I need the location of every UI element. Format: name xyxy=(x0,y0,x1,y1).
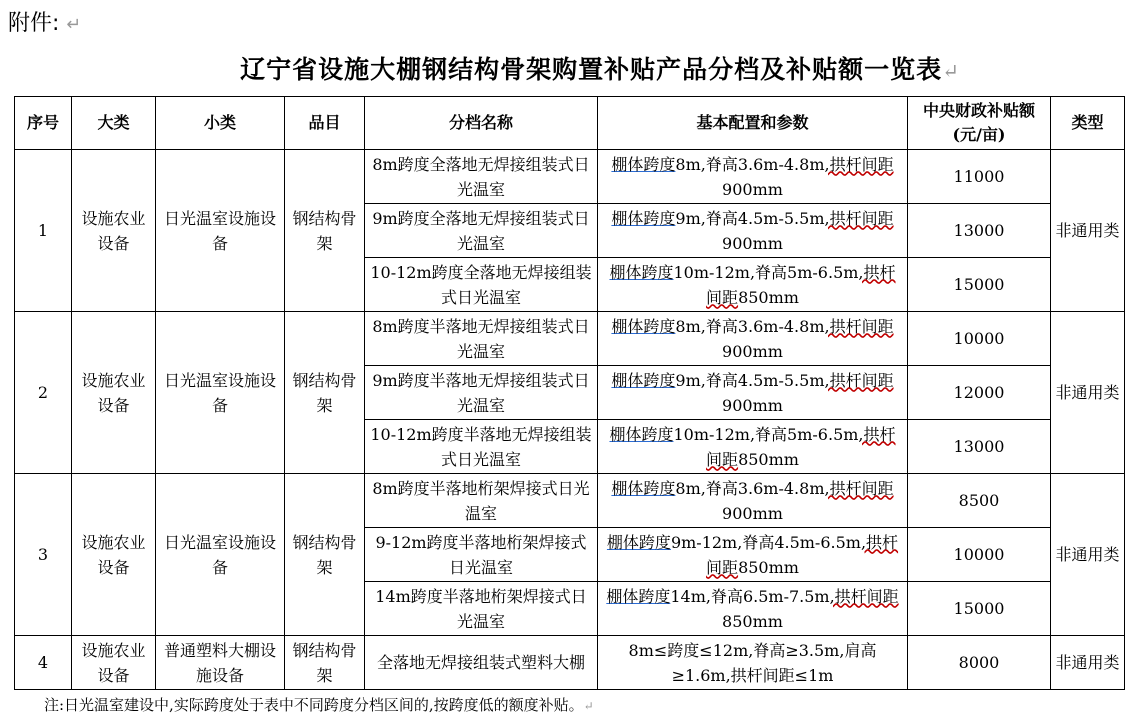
config-prefix: 棚体跨度 xyxy=(609,424,674,444)
config-spacing: 900mm xyxy=(722,503,783,523)
tier-cell: 9m跨度全落地无焊接组装式日光温室 xyxy=(365,204,598,258)
config-cell xyxy=(598,312,908,366)
tier-cell: 8m跨度全落地无焊接组装式日光温室 xyxy=(365,150,598,204)
item-cell: 钢结构骨架 xyxy=(285,150,365,312)
tier-cell: 全落地无焊接组装式塑料大棚 xyxy=(365,636,598,690)
subsidy-table xyxy=(14,96,1125,690)
config-spacing: 900mm xyxy=(722,179,783,199)
table-row xyxy=(15,312,1125,366)
footnote: 注:日光温室建设中,实际跨度处于表中不同跨度分档区间的,按跨度低的额度补贴。↵ xyxy=(44,696,594,714)
major-cell: 设施农业设备 xyxy=(72,636,156,690)
header-seq: 序号 xyxy=(15,97,72,150)
config-prefix: 棚体跨度 xyxy=(611,370,676,390)
type-cell: 非通用类 xyxy=(1051,636,1125,690)
subsidy-cell: 13000 xyxy=(908,204,1051,258)
config-span: 9m,脊高4.5m-5.5m xyxy=(675,370,825,390)
config-prefix: 棚体跨度 xyxy=(611,316,676,336)
item-cell: 钢结构骨架 xyxy=(285,312,365,474)
minor-cell: 日光温室设施设备 xyxy=(156,474,285,636)
config-spacing-label: ,拱杆间距 xyxy=(829,586,899,606)
config-prefix: 棚体跨度 xyxy=(609,262,674,282)
tier-cell: 8m跨度半落地无焊接组装式日光温室 xyxy=(365,312,598,366)
seq-cell: 4 xyxy=(15,636,72,690)
tier-cell: 10-12m跨度全落地无焊接组装式日光温室 xyxy=(365,258,598,312)
config-cell xyxy=(598,258,908,312)
config-prefix: 棚体跨度 xyxy=(611,208,676,228)
config-cell: 8m≤跨度≤12m,脊高≥3.5m,肩高≥1.6m,拱杆间距≤1m xyxy=(598,636,908,690)
config-cell xyxy=(598,474,908,528)
config-cell xyxy=(598,204,908,258)
minor-cell: 日光温室设施设备 xyxy=(156,312,285,474)
header-major: 大类 xyxy=(72,97,156,150)
config-span: 8m,脊高3.6m-4.8m xyxy=(675,154,825,174)
config-cell xyxy=(598,366,908,420)
seq-cell: 2 xyxy=(15,312,72,474)
config-cell xyxy=(598,150,908,204)
subsidy-cell: 10000 xyxy=(908,312,1051,366)
table-row xyxy=(15,636,1125,690)
header-type: 类型 xyxy=(1051,97,1125,150)
config-spacing: 900mm xyxy=(722,233,783,253)
config-spacing: 850mm xyxy=(738,287,799,307)
tier-cell: 14m跨度半落地桁架焊接式日光温室 xyxy=(365,582,598,636)
tier-cell: 9-12m跨度半落地桁架焊接式日光温室 xyxy=(365,528,598,582)
config-span: 10m-12m,脊高5m-6.5m xyxy=(673,424,859,444)
attachment-label: 附件: ↵ xyxy=(8,11,82,36)
config-cell xyxy=(598,582,908,636)
header-tier: 分档名称 xyxy=(365,97,598,150)
config-spacing: 850mm xyxy=(738,557,799,577)
config-span: 8m,脊高3.6m-4.8m xyxy=(675,478,825,498)
config-spacing: 900mm xyxy=(722,341,783,361)
subsidy-cell: 12000 xyxy=(908,366,1051,420)
tier-cell: 9m跨度半落地无焊接组装式日光温室 xyxy=(365,366,598,420)
subsidy-cell: 8500 xyxy=(908,474,1051,528)
major-cell: 设施农业设备 xyxy=(72,150,156,312)
subsidy-cell: 10000 xyxy=(908,528,1051,582)
tier-cell: 10-12m跨度半落地无焊接组装式日光温室 xyxy=(365,420,598,474)
type-cell: 非通用类 xyxy=(1051,312,1125,474)
config-span: 10m-12m,脊高5m-6.5m xyxy=(673,262,859,282)
config-prefix: 棚体跨度 xyxy=(606,586,671,606)
config-spacing-label: ,拱杆间距 xyxy=(706,424,896,469)
header-item: 品目 xyxy=(285,97,365,150)
config-spacing-label: ,拱杆间距 xyxy=(706,532,899,577)
header-subsidy: 中央财政补贴额(元/亩) xyxy=(908,97,1051,150)
config-spacing-label: ,拱杆间距 xyxy=(824,154,894,174)
config-spacing: 850mm xyxy=(738,449,799,469)
major-cell: 设施农业设备 xyxy=(72,474,156,636)
config-spacing: 900mm xyxy=(722,395,783,415)
seq-cell: 1 xyxy=(15,150,72,312)
config-span: 9m-12m,脊高4.5m-6.5m xyxy=(670,532,861,552)
seq-cell: 3 xyxy=(15,474,72,636)
config-cell xyxy=(598,420,908,474)
config-spacing-label: ,拱杆间距 xyxy=(824,370,894,390)
config-prefix: 棚体跨度 xyxy=(611,478,676,498)
config-spacing-label: ,拱杆间距 xyxy=(824,478,894,498)
item-cell: 钢结构骨架 xyxy=(285,474,365,636)
config-span: 9m,脊高4.5m-5.5m xyxy=(675,208,825,228)
config-spacing-label: ,拱杆间距 xyxy=(706,262,896,307)
type-cell: 非通用类 xyxy=(1051,150,1125,312)
config-span: 14m,脊高6.5m-7.5m xyxy=(670,586,830,606)
config-spacing-label: ,拱杆间距 xyxy=(824,316,894,336)
major-cell: 设施农业设备 xyxy=(72,312,156,474)
header-minor: 小类 xyxy=(156,97,285,150)
table-row xyxy=(15,474,1125,528)
config-prefix: 棚体跨度 xyxy=(611,154,676,174)
config-spacing-label: ,拱杆间距 xyxy=(824,208,894,228)
subsidy-cell: 8000 xyxy=(908,636,1051,690)
config-prefix: 棚体跨度 xyxy=(606,532,671,552)
minor-cell: 普通塑料大棚设施设备 xyxy=(156,636,285,690)
header-row xyxy=(15,97,1125,150)
config-span: 8m,脊高3.6m-4.8m xyxy=(675,316,825,336)
table-row xyxy=(15,150,1125,204)
subsidy-cell: 13000 xyxy=(908,420,1051,474)
config-spacing: 850mm xyxy=(722,611,783,631)
table-body xyxy=(15,150,1125,690)
tier-cell: 8m跨度半落地桁架焊接式日光温室 xyxy=(365,474,598,528)
config-cell xyxy=(598,528,908,582)
subsidy-cell: 15000 xyxy=(908,258,1051,312)
minor-cell: 日光温室设施设备 xyxy=(156,150,285,312)
page-title: 辽宁省设施大棚钢结构骨架购置补贴产品分档及补贴额一览表↵ xyxy=(240,55,960,84)
type-cell: 非通用类 xyxy=(1051,474,1125,636)
subsidy-cell: 11000 xyxy=(908,150,1051,204)
subsidy-cell: 15000 xyxy=(908,582,1051,636)
item-cell: 钢结构骨架 xyxy=(285,636,365,690)
header-config: 基本配置和参数 xyxy=(598,97,908,150)
